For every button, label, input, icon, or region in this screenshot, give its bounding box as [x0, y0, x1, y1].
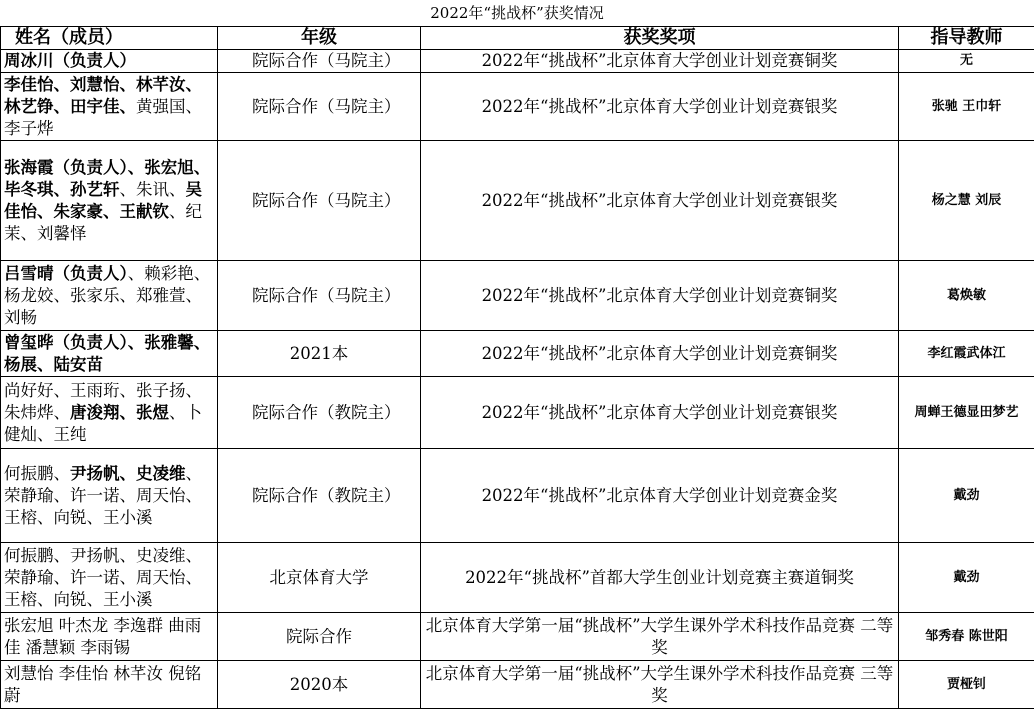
cell-award[interactable]: 2022年“挑战杯”北京体育大学创业计划竞赛铜奖	[421, 261, 899, 331]
header-grade[interactable]: 年级	[218, 27, 421, 50]
cell-grade[interactable]: 2021本	[218, 331, 421, 377]
cell-grade[interactable]: 院际合作（马院主）	[218, 261, 421, 331]
member-names: 、朱讯、	[119, 179, 186, 199]
cell-grade[interactable]: 院际合作（教院主）	[218, 449, 421, 543]
table-row	[1, 661, 1034, 709]
cell-award[interactable]: 2022年“挑战杯”北京体育大学创业计划竞赛银奖	[421, 377, 899, 449]
member-names: 、纪茉、刘馨怿	[4, 201, 202, 243]
cell-teacher[interactable]: 李红霞武体江	[899, 331, 1034, 377]
cell-award[interactable]: 2022年“挑战杯”首都大学生创业计划竞赛主赛道铜奖	[421, 543, 899, 613]
member-names: 张海霞（负责人）、张宏旭、毕冬琪、孙艺轩	[4, 157, 211, 199]
cell-teacher[interactable]: 贾桠钊	[899, 661, 1034, 709]
member-names: 尹扬帆、史凌维	[70, 463, 186, 483]
table-row	[1, 141, 1034, 261]
cell-teacher[interactable]: 戴劲	[899, 449, 1034, 543]
member-names: 刘慧怡 李佳怡 林芊汝 倪铭蔚	[4, 663, 202, 705]
cell-teacher[interactable]: 杨之慧 刘辰	[899, 141, 1034, 261]
member-names: 吕雪晴（负责人）	[4, 263, 128, 283]
cell-award[interactable]: 2022年“挑战杯”北京体育大学创业计划竞赛银奖	[421, 73, 899, 141]
cell-members[interactable]	[1, 377, 218, 449]
member-names: 李佳怡、刘慧怡、林芊汝、林艺铮、田宇佳、	[4, 74, 202, 116]
member-names: 吴佳怡、朱家豪、王献钦	[4, 179, 202, 221]
header-award[interactable]: 获奖奖项	[421, 27, 899, 50]
cell-members[interactable]	[1, 73, 218, 141]
cell-award[interactable]: 2022年“挑战杯”北京体育大学创业计划竞赛银奖	[421, 141, 899, 261]
member-names: 尚好好、王雨珩、张子扬、朱炜烨、	[4, 380, 202, 422]
cell-grade[interactable]: 院际合作（马院主）	[218, 141, 421, 261]
member-names: 黄强国、李子烨	[4, 96, 202, 138]
cell-grade[interactable]: 院际合作（马院主）	[218, 50, 421, 73]
cell-teacher[interactable]: 戴劲	[899, 543, 1034, 613]
member-names: 、赖彩艳、杨龙姣、张家乐、郑雅萱、刘畅	[4, 263, 211, 327]
table-row	[1, 377, 1034, 449]
cell-teacher[interactable]: 无	[899, 50, 1034, 73]
cell-grade[interactable]: 北京体育大学	[218, 543, 421, 613]
cell-teacher[interactable]: 周蝉王德显田梦艺	[899, 377, 1034, 449]
member-names: 曾玺晔（负责人）、张雅馨、杨展、陆安苗	[4, 332, 211, 374]
member-names: 何振鹏、尹扬帆、史凌维、荣静瑜、许一诺、周天怡、王榕、向锐、王小溪	[4, 545, 202, 609]
member-names: 、荣静瑜、许一诺、周天怡、王榕、向锐、王小溪	[4, 463, 202, 527]
table-row	[1, 50, 1034, 73]
cell-members[interactable]	[1, 50, 218, 73]
table-row	[1, 449, 1034, 543]
cell-members[interactable]	[1, 543, 218, 613]
table-row	[1, 613, 1034, 661]
member-names: 张宏旭 叶杰龙 李逸群 曲雨佳 潘慧颖 李雨锡	[4, 615, 202, 657]
cell-award[interactable]: 北京体育大学第一届“挑战杯”大学生课外学术科技作品竞赛 三等奖	[421, 661, 899, 709]
cell-members[interactable]	[1, 661, 218, 709]
member-names: 何振鹏、	[4, 463, 70, 483]
header-members[interactable]: 姓名（成员）	[1, 27, 218, 50]
table-row	[1, 331, 1034, 377]
cell-members[interactable]	[1, 613, 218, 661]
cell-grade[interactable]: 院际合作（马院主）	[218, 73, 421, 141]
table-body	[1, 50, 1034, 709]
member-names: 、卜健灿、王纯	[4, 402, 202, 444]
header-teacher[interactable]: 指导教师	[899, 27, 1034, 50]
cell-members[interactable]	[1, 331, 218, 377]
cell-members[interactable]	[1, 141, 218, 261]
sheet-title: 2022年“挑战杯”获奖情况	[430, 4, 604, 22]
cell-teacher[interactable]: 葛焕敏	[899, 261, 1034, 331]
cell-award[interactable]: 2022年“挑战杯”北京体育大学创业计划竞赛金奖	[421, 449, 899, 543]
cell-grade[interactable]: 院际合作（教院主）	[218, 377, 421, 449]
cell-members[interactable]	[1, 261, 218, 331]
table-row	[1, 73, 1034, 141]
awards-table	[0, 26, 1034, 709]
cell-grade[interactable]: 院际合作	[218, 613, 421, 661]
cell-grade[interactable]: 2020本	[218, 661, 421, 709]
cell-teacher[interactable]: 邹秀春 陈世阳	[899, 613, 1034, 661]
cell-award[interactable]: 北京体育大学第一届“挑战杯”大学生课外学术科技作品竞赛 二等奖	[421, 613, 899, 661]
cell-members[interactable]	[1, 449, 218, 543]
table-row	[1, 543, 1034, 613]
table-row	[1, 261, 1034, 331]
cell-award[interactable]: 2022年“挑战杯”北京体育大学创业计划竞赛铜奖	[421, 50, 899, 73]
member-names: 周冰川（负责人）	[4, 51, 136, 70]
member-names: 唐浚翔、张煜	[70, 402, 169, 422]
header-row	[1, 27, 1034, 50]
cell-teacher[interactable]: 张驰 王巾轩	[899, 73, 1034, 141]
cell-award[interactable]: 2022年“挑战杯”北京体育大学创业计划竞赛铜奖	[421, 331, 899, 377]
